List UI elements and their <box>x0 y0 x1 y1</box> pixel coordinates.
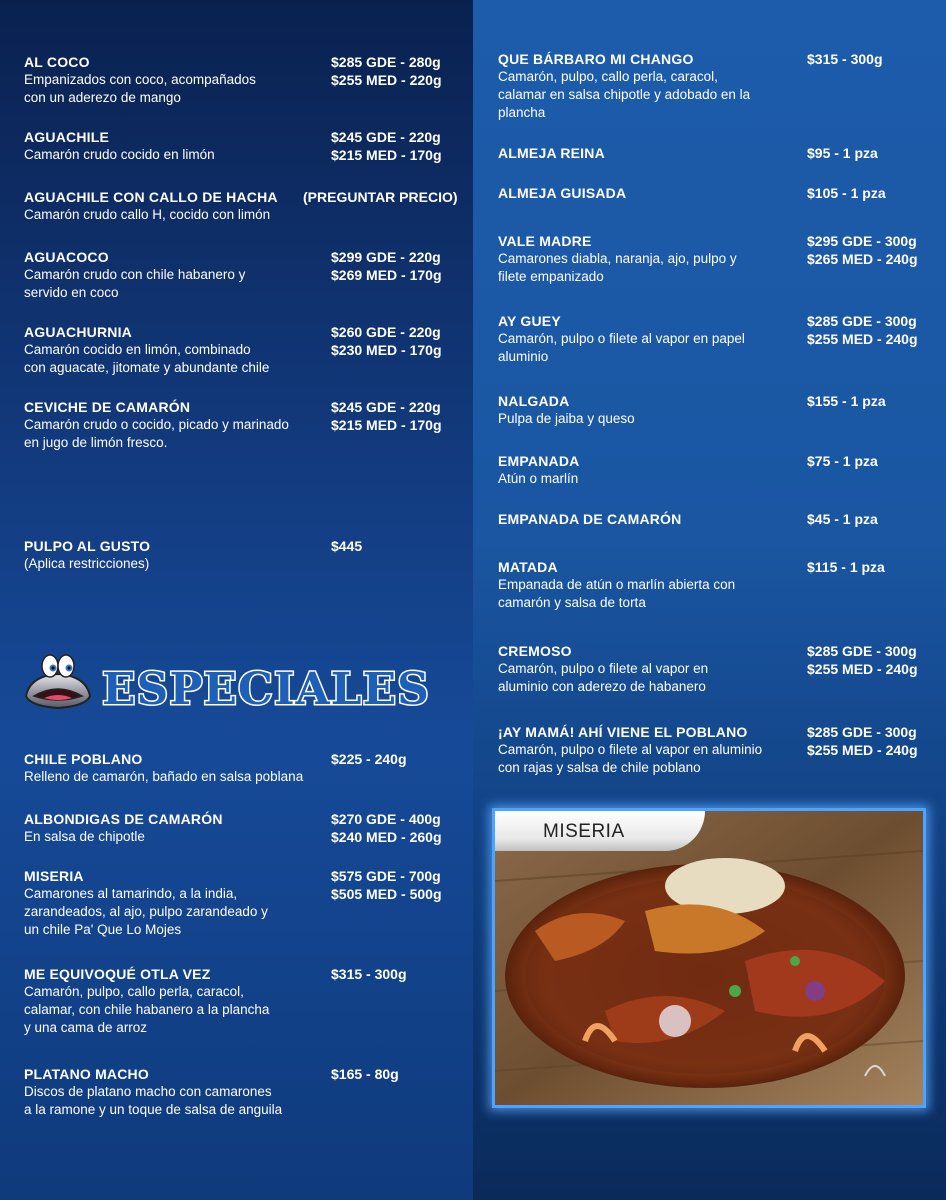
price-line: $115 - 1 pza <box>807 559 885 575</box>
menu-item <box>24 867 442 939</box>
menu-item-price <box>331 128 442 164</box>
menu-item-price <box>331 323 442 359</box>
price-line: $95 - 1 pza <box>807 145 878 161</box>
menu-item-name: ALMEJA GUISADA <box>498 185 627 201</box>
menu-item-description: un chile Pa' Que Lo Mojes <box>24 922 182 937</box>
menu-item-description: en jugo de limón fresco. <box>24 435 168 450</box>
menu-item-description: Camarón crudo cocido en limón <box>24 147 215 162</box>
menu-item-description: Atún o marlín <box>498 471 579 486</box>
price-line: $505 MED - 500g <box>331 886 442 902</box>
menu-item-description: filete empanizado <box>498 269 604 284</box>
menu-item-price <box>807 392 886 410</box>
menu-item <box>498 184 886 202</box>
especiales-logo <box>22 652 462 720</box>
menu-item-description: Camarón, pulpo, callo perla, caracol, <box>498 69 718 84</box>
miseria-photo <box>492 808 926 1108</box>
menu-item <box>498 510 878 528</box>
photo-label-tab <box>495 811 705 851</box>
menu-item-name: VALE MADRE <box>498 233 592 249</box>
especiales-heading <box>22 652 462 720</box>
menu-item-price <box>331 965 407 983</box>
menu-item <box>24 188 458 224</box>
menu-item-price <box>303 188 458 206</box>
menu-item <box>24 398 442 452</box>
menu-item-price <box>807 723 918 759</box>
menu-item <box>24 53 442 107</box>
price-line: $260 GDE - 220g <box>331 324 441 340</box>
price-line: $285 GDE - 300g <box>807 643 917 659</box>
menu-item-price <box>807 452 878 470</box>
price-line: $215 MED - 170g <box>331 147 442 163</box>
menu-item-description: Camarón crudo callo H, cocido con limón <box>24 207 271 222</box>
menu-item-name: PLATANO MACHO <box>24 1066 149 1082</box>
photo-label: MISERIA <box>543 821 625 842</box>
menu-item-price <box>331 53 442 89</box>
menu-item-description: a la ramone y un toque de salsa de anguila <box>24 1102 283 1117</box>
menu-item-description: Empanada de atún o marlín abierta con <box>498 577 736 592</box>
menu-item-name: PULPO AL GUSTO <box>24 538 151 554</box>
price-line: $155 - 1 pza <box>807 393 886 409</box>
menu-item-description: Camarón crudo o cocido, picado y marinado <box>24 417 289 432</box>
menu-item-name: AGUACHILE CON CALLO DE HACHA <box>24 189 278 205</box>
menu-item-name: ME EQUIVOQUÉ OTLA VEZ <box>24 966 211 982</box>
menu-item-description: Camarón crudo con chile habanero y <box>24 267 246 282</box>
menu-item-name: AL COCO <box>24 54 90 70</box>
price-line: $45 - 1 pza <box>807 511 878 527</box>
menu-item-description: Camarones diabla, naranja, ajo, pulpo y <box>498 251 737 266</box>
menu-item <box>498 642 918 696</box>
menu-item-price <box>807 510 878 528</box>
menu-item-price <box>331 398 442 434</box>
menu-item <box>24 537 363 573</box>
price-line: $245 GDE - 220g <box>331 399 441 415</box>
menu-item-description: Camarón, pulpo o filete al vapor en aluminio <box>498 742 763 757</box>
menu-item-price <box>331 867 442 903</box>
price-line: $575 GDE - 700g <box>331 868 441 884</box>
menu-item-price <box>331 750 407 768</box>
menu-item-description: En salsa de chipotle <box>24 829 145 844</box>
menu-item <box>498 723 918 777</box>
menu-item <box>498 50 883 122</box>
price-line: $255 MED - 240g <box>807 661 918 677</box>
menu-item-description: Camarón, pulpo o filete al vapor en papel <box>498 331 745 346</box>
price-line: $295 GDE - 300g <box>807 233 917 249</box>
menu-item-description: Camarones al tamarindo, a la india, <box>24 886 238 901</box>
menu-item-price <box>807 184 886 202</box>
menu-item <box>24 248 442 302</box>
menu-item-price <box>807 232 918 268</box>
menu-item-price <box>331 248 442 284</box>
menu-item-name: AGUACOCO <box>24 249 109 265</box>
menu-item-description: servido en coco <box>24 285 119 300</box>
menu-item <box>498 558 885 612</box>
price-line: $165 - 80g <box>331 1066 399 1082</box>
menu-item-description: Camarón cocido en limón, combinado <box>24 342 251 357</box>
menu-item-name: ALMEJA REINA <box>498 145 605 161</box>
price-line: $255 MED - 220g <box>331 72 442 88</box>
menu-item <box>498 312 918 366</box>
menu-item-name: CREMOSO <box>498 643 572 659</box>
menu-item-description: y una cama de arroz <box>24 1020 148 1035</box>
menu-item-name: EMPANADA <box>498 453 580 469</box>
menu-item-price <box>807 144 878 162</box>
clam-mascot-icon <box>26 655 90 708</box>
menu-item <box>498 232 918 286</box>
menu-item-price <box>807 312 918 348</box>
price-line: $315 - 300g <box>331 966 407 982</box>
menu-item <box>24 128 442 164</box>
menu-item-price <box>807 642 918 678</box>
menu-item-price <box>807 558 885 576</box>
menu-item-description: zarandeados, al ajo, pulpo zarandeado y <box>24 904 268 919</box>
menu-item-description: Discos de platano macho con camarones <box>24 1084 272 1099</box>
menu-item-description: camarón y salsa de torta <box>498 595 646 610</box>
price-line: $285 GDE - 300g <box>807 313 917 329</box>
menu-item-description: Empanizados con coco, acompañados <box>24 72 256 87</box>
menu-item-description: con aguacate, jitomate y abundante chile <box>24 360 270 375</box>
menu-item-name: NALGADA <box>498 393 570 409</box>
menu-item-price <box>331 1065 399 1083</box>
menu-item-description: con un aderezo de mango <box>24 90 181 105</box>
price-line: $265 MED - 240g <box>807 251 918 267</box>
menu-item-description: Camarón, pulpo, callo perla, caracol, <box>24 984 244 999</box>
menu-item <box>498 144 878 162</box>
menu-item-description: aluminio <box>498 349 549 364</box>
menu-item-price <box>807 50 883 68</box>
menu-item <box>498 392 886 428</box>
menu-item-name: AY GUEY <box>498 313 561 329</box>
menu-item-name: CEVICHE DE CAMARÓN <box>24 399 191 415</box>
menu-item-name: QUE BÁRBARO MI CHANGO <box>498 51 694 67</box>
price-line: $225 - 240g <box>331 751 407 767</box>
menu-item-description: plancha <box>498 105 546 120</box>
menu-item-description: calamar en salsa chipotle y adobado en la <box>498 87 751 102</box>
menu-item <box>24 750 407 786</box>
price-line: $285 GDE - 280g <box>331 54 441 70</box>
menu-item-name: ALBONDIGAS DE CAMARÓN <box>24 811 223 827</box>
menu-item-name: ¡AY MAMÁ! AHÍ VIENE EL POBLANO <box>498 724 748 740</box>
menu-item <box>24 1065 399 1119</box>
price-line: $269 MED - 170g <box>331 267 442 283</box>
menu-item-name: AGUACHURNIA <box>24 324 132 340</box>
menu-item <box>24 323 442 377</box>
price-line: $245 GDE - 220g <box>331 129 441 145</box>
price-line: $230 MED - 170g <box>331 342 442 358</box>
menu-item-description: calamar, con chile habanero a la plancha <box>24 1002 270 1017</box>
especiales-title: ESPECIALES <box>102 664 430 715</box>
price-line: $299 GDE - 220g <box>331 249 441 265</box>
price-line: $240 MED - 260g <box>331 829 442 845</box>
price-line: $255 MED - 240g <box>807 742 918 758</box>
menu-item-description: (Aplica restricciones) <box>24 556 150 571</box>
menu-item-name: MATADA <box>498 559 558 575</box>
price-line: $105 - 1 pza <box>807 185 886 201</box>
menu-item-description: Pulpa de jaiba y queso <box>498 411 635 426</box>
price-line: $285 GDE - 300g <box>807 724 917 740</box>
menu-item-description: aluminio con aderezo de habanero <box>498 679 706 694</box>
price-line: $215 MED - 170g <box>331 417 442 433</box>
menu-item-description: Relleno de camarón, bañado en salsa poblana <box>24 769 304 784</box>
menu-item-price <box>331 810 442 846</box>
menu-item-price <box>331 537 362 555</box>
menu-item-description: Camarón, pulpo o filete al vapor en <box>498 661 709 676</box>
menu-item <box>24 965 407 1037</box>
price-line: $255 MED - 240g <box>807 331 918 347</box>
menu-item-name: AGUACHILE <box>24 129 110 145</box>
menu-item-name: MISERIA <box>24 868 84 884</box>
menu-item-name: CHILE POBLANO <box>24 751 143 767</box>
menu-item-name: EMPANADA DE CAMARÓN <box>498 511 682 527</box>
menu-item-description: con rajas y salsa de chile poblano <box>498 760 701 775</box>
price-line: $75 - 1 pza <box>807 453 878 469</box>
price-line: $315 - 300g <box>807 51 883 67</box>
menu-item <box>498 452 878 488</box>
price-line: (PREGUNTAR PRECIO) <box>303 189 458 205</box>
menu-item <box>24 810 442 846</box>
food-photo-image <box>495 811 923 1105</box>
price-line: $445 <box>331 538 363 554</box>
price-line: $270 GDE - 400g <box>331 811 441 827</box>
